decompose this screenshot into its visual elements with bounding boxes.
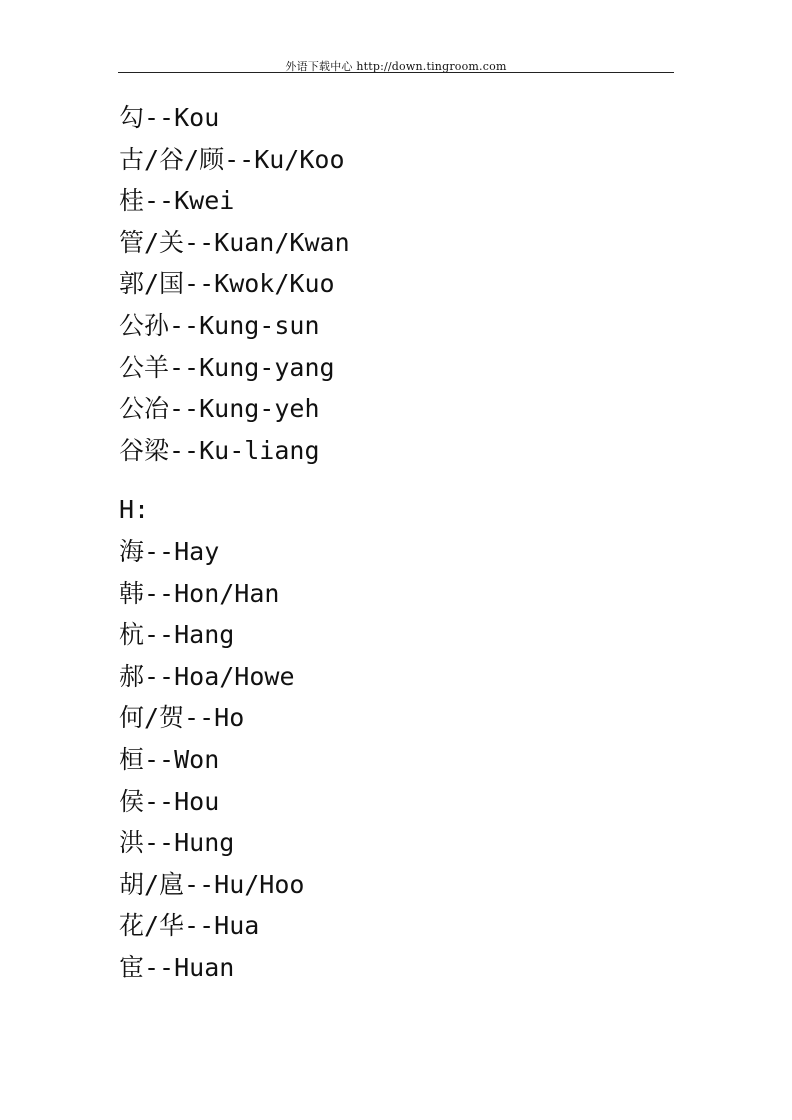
- section-heading-h: H:: [119, 495, 150, 525]
- list-item: 杭--Hang: [119, 620, 235, 650]
- list-item: 韩--Hon/Han: [119, 578, 280, 608]
- surname-list: [119, 97, 679, 988]
- list-item: 桂--Kwei: [119, 186, 235, 216]
- list-item: 花/华--Hua: [119, 911, 260, 941]
- list-item: 古/谷/顾--Ku/Koo: [119, 144, 345, 174]
- list-item: 桓--Won: [119, 744, 220, 774]
- list-item: 郝--Hoa/Howe: [119, 661, 295, 691]
- list-item: 侯--Hou: [119, 786, 220, 816]
- list-item: 公孙--Kung-sun: [119, 310, 320, 340]
- header-divider: [118, 72, 674, 73]
- list-item: 勾--Kou: [119, 103, 220, 132]
- list-item: 谷梁--Ku-liang: [119, 435, 320, 465]
- list-item: 公羊--Kung-yang: [119, 352, 335, 382]
- list-item: 公冶--Kung-yeh: [119, 394, 320, 424]
- list-item: 管/关--Kuan/Kwan: [119, 227, 350, 257]
- list-item: 宦--Huan: [119, 952, 235, 982]
- list-item: 何/贺--Ho: [119, 703, 245, 733]
- list-item: 郭/国--Kwok/Kuo: [119, 269, 335, 299]
- page-header: 外语下载中心 http://down.tingroom.com: [285, 60, 507, 73]
- list-item: 洪--Hung: [119, 828, 235, 858]
- list-item: 海--Hay: [119, 536, 220, 566]
- section-spacer: [119, 471, 679, 489]
- list-item: 胡/扈--Hu/Hoo: [119, 869, 305, 899]
